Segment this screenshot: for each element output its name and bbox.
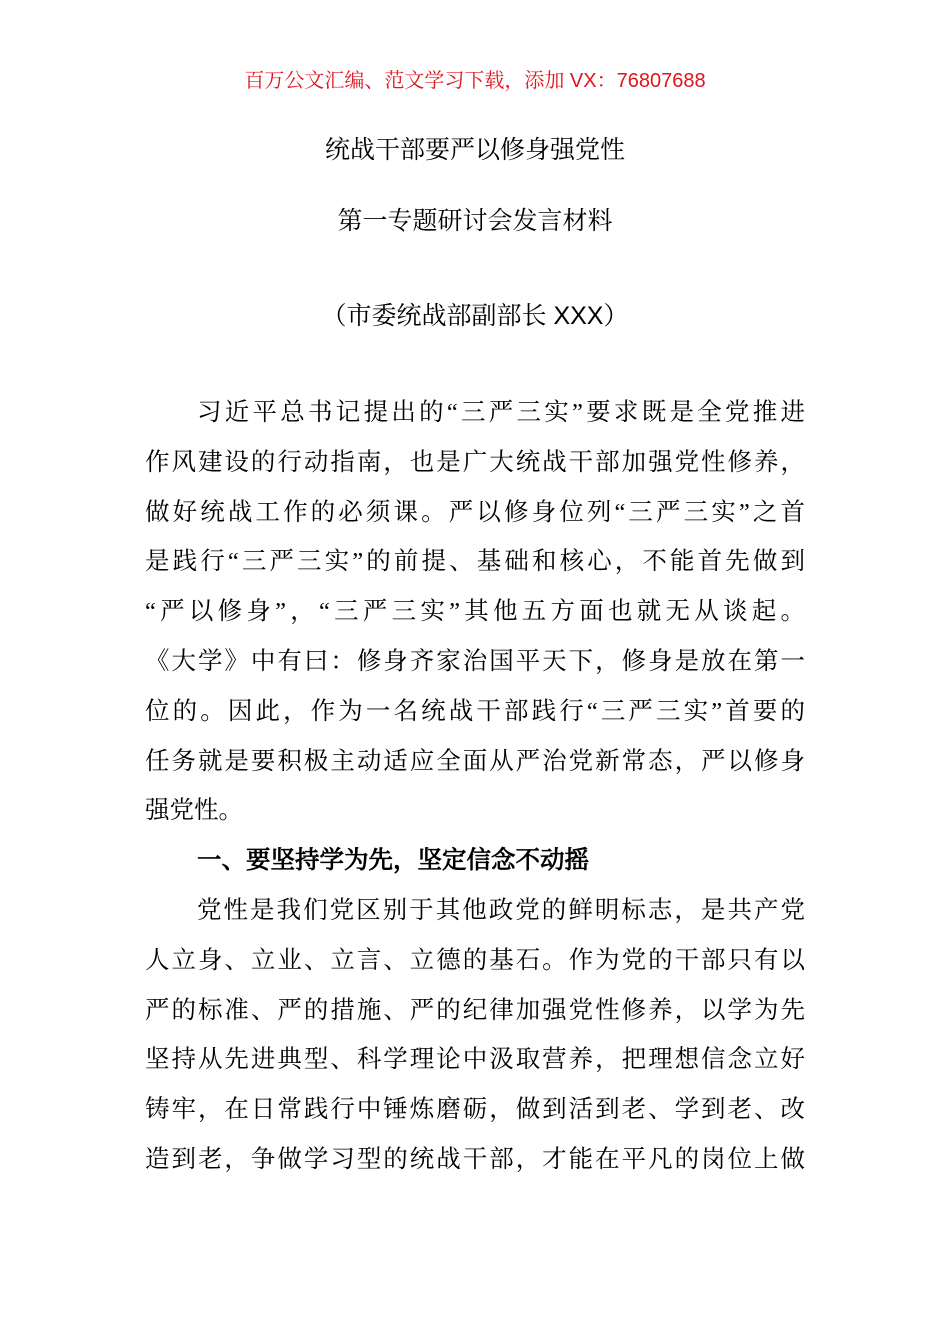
paragraph-line: 《大学》中有曰：修身齐家治国平天下，修身是放在第一 [145, 647, 805, 675]
paragraph-line: 坚持从先进典型、科学理论中汲取营养，把理想信念立好 [145, 1046, 805, 1074]
watermark-banner: 百万公文汇编、范文学习下载，添加 VX：76807688 [244, 70, 706, 92]
document-title: 统战干部要严以修身强党性 [324, 136, 625, 164]
paragraph-line: 党性是我们党区别于其他政党的鲜明标志，是共产党 [197, 896, 805, 924]
paragraph-line: 位的。因此，作为一名统战干部践行“三严三实”首要的 [145, 697, 805, 725]
paragraph-line: 作风建设的行动指南，也是广大统战干部加强党性修养， [145, 448, 805, 476]
paragraph-line: 铸牢，在日常践行中锤炼磨砺，做到活到老、学到老、改 [145, 1096, 805, 1124]
section-heading: 一、要坚持学为先，坚定信念不动摇 [197, 847, 589, 875]
paragraph-line: 习近平总书记提出的“三严三实”要求既是全党推进 [197, 399, 805, 426]
paragraph-line: 任务就是要积极主动适应全面从严治党新常态，严以修身 [145, 747, 805, 775]
paragraph-line: 严的标准、严的措施、严的纪律加强党性修养，以学为先 [145, 996, 805, 1024]
paragraph-line: 强党性。 [145, 797, 243, 825]
document-body [145, 388, 805, 1185]
paragraph-line: 是践行“三严三实”的前提、基础和核心，不能首先做到 [145, 548, 805, 576]
author-line: （市委统战部副部长 XXX） [321, 302, 629, 330]
document-subtitle: 第一专题研讨会发言材料 [337, 207, 613, 235]
paragraph-line: “严以修身”，“三严三实”其他五方面也就无从谈起。 [145, 598, 805, 626]
paragraph-line: 人立身、立业、立言、立德的基石。作为党的干部只有以 [145, 946, 805, 974]
paragraph-line: 造到老，争做学习型的统战干部，才能在平凡的岗位上做 [145, 1145, 805, 1173]
paragraph-line: 做好统战工作的必须课。严以修身位列“三严三实”之首 [145, 498, 805, 526]
